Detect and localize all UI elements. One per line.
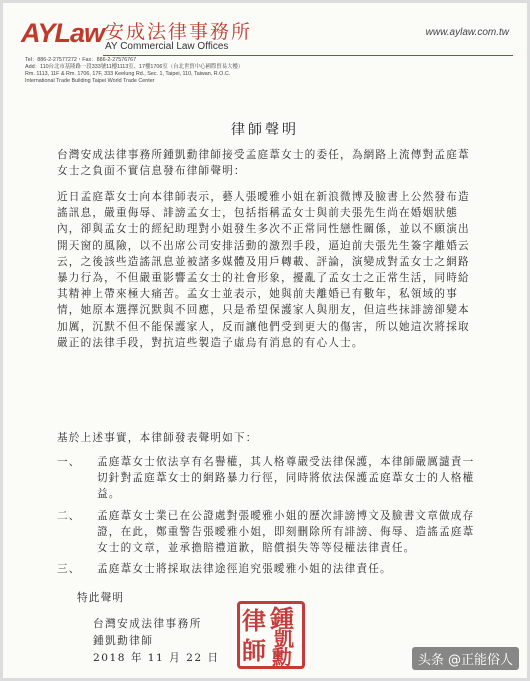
seal-char: 凱	[274, 627, 294, 651]
signature-date: 2018 年 11 月 22 日	[93, 652, 220, 664]
seal-char: 勳	[272, 645, 292, 669]
seal-char: 鍾	[270, 604, 294, 633]
statement-lead: 基於上述事實，本律師發表聲明如下：	[57, 432, 258, 444]
seal-char: 律	[242, 606, 266, 635]
firm-address	[25, 57, 365, 85]
letterhead	[3, 3, 527, 83]
seal-char: 師	[242, 636, 266, 665]
firm-website: www.aylaw.com.tw	[425, 27, 509, 38]
firm-address-english: Rm. 1113, 11F & Rm. 1706, 17F, 333 Keelung Rd., Sec. 1, Taipei, 110, Taiwan, R.O.C.	[25, 71, 231, 77]
facts-paragraph: 近日孟庭葦女士向本律師表示，藝人張曖雅小姐在新浪微博及臉書上公然發布造謠訊息，嚴重侮辱、誹謗孟女士，包括指稱孟女士與前夫張先生尚在婚姻狀態內，卻與孟女士的經紀助理對小姐發生多次不正常同性戀性關係，並以不願演出開天窗的風險，以不出席公司安排活動的激烈手段，逼迫前夫張先生簽字離婚云云，之後該些造謠訊息並被諸多媒體及用戶轉載、評論，演變成對孟女士之網路暴力行為，不但嚴重影響孟女士的社會形象，擾亂了孟女士之正常生活，同時給其精神上帶來極大痛苦。孟女士並表示，她與前夫離婚已有數年，私領域的事情，她原本選擇沉默與不回應，只是希望保護家人與朋友，但這些抹誹謗卻變本加厲，沉默不但不能保護家人，反而讓他們受到更大的傷害，所以她這次將採取嚴正的法律手段，對抗這些製造子虛烏有消息的有心人士。	[57, 191, 470, 349]
letterhead-divider	[103, 55, 513, 56]
lawyer-seal-stamp	[237, 601, 305, 669]
firm-name-chinese: 安成法律事務所	[105, 21, 253, 43]
letter-page	[3, 3, 527, 678]
firm-name-english: AY Commercial Law Offices	[105, 41, 229, 52]
item-text: 孟庭葦女士業已在公證處對張曖雅小姐的歷次誹謗博文及臉書文章做成存證，在此，鄭重警告張曖雅小姐，即刻刪除所有誹謗、侮辱、造謠孟庭葦女士的文章，並承擔賠禮道歉，賠償損失等等侵權法律責任。	[97, 510, 475, 555]
document-title: 律師聲明	[231, 122, 299, 138]
signature-firm: 台灣安成法律事務所	[93, 618, 202, 630]
intro-paragraph: 台灣安成法律事務所鍾凱勳律師接受孟庭葦女士的委任，為網路上流傳對孟庭葦女士之負面不實信息發布律師聲明：	[57, 149, 470, 178]
item-number: 二、	[57, 510, 81, 522]
closing-line: 特此聲明	[77, 592, 125, 604]
firm-phone: Tel：886-2-27577272・Fax：886-2-27576767	[25, 57, 137, 63]
item-text: 孟庭葦女士依法享有名譽權，其人格尊嚴受法律保護，本律師嚴厲譴責一切針對孟庭葦女士的網路暴力行徑，同時將依法保護孟庭葦女士的人格權益。	[97, 456, 475, 501]
firm-logo: AYLaw	[21, 18, 105, 48]
watermark: 头条 @正能俗人	[412, 647, 519, 670]
item-number: 三、	[57, 563, 81, 575]
item-text: 孟庭葦女士將採取法律途徑追究張曖雅小姐的法律責任。	[97, 563, 392, 575]
firm-building: International Trade Building Taipei World Trade Center	[25, 78, 155, 84]
item-number: 一、	[57, 456, 81, 468]
firm-address-chinese: Add：110台北市基隆路一段333號11樓1113室、17樓1706室（台北世貿中心國際貿易大樓）	[25, 64, 244, 70]
signature-lawyer: 鍾凱勳律師	[93, 635, 154, 647]
